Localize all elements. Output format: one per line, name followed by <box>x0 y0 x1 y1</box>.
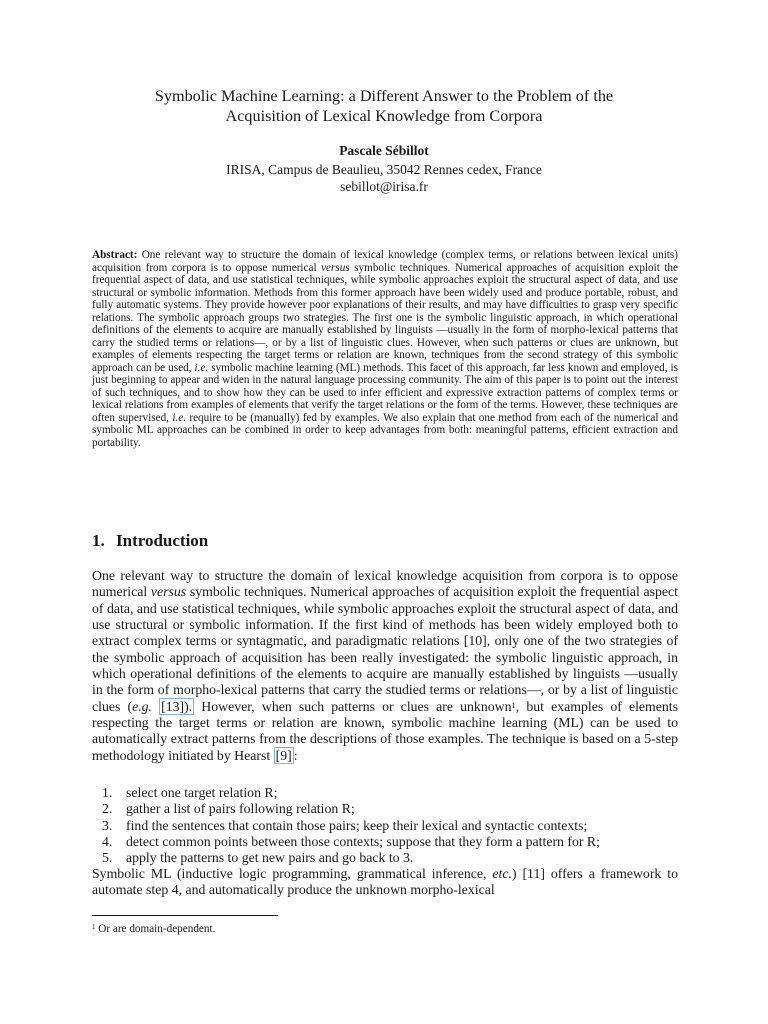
list-number: 2. <box>102 801 113 817</box>
abstract-emphasis: i.e. <box>172 411 186 424</box>
footnote-divider <box>92 915 278 916</box>
list-item <box>102 801 678 817</box>
body-text: Symbolic ML (inductive logic programming, grammatical inference, <box>92 866 493 881</box>
footnote <box>92 922 215 936</box>
methodology-steps <box>102 785 678 867</box>
list-text: detect common points between those contexts; suppose that they form a pattern for R; <box>126 834 600 850</box>
abstract-text: One relevant way to structure the domain of lexical knowledge (complex terms, or relations between lexical units) acquisition from corpora is to oppose numerical <box>92 249 678 274</box>
body-text: symbolic techniques. Numerical approaches of acquisition exploit the frequential aspect of data, and use statistical techniques, while symbolic approaches exploit the structural aspect of data, and use structural or symbolic information. If the first kind of methods has been widely employed both to extract complex terms or syntagmatic, and paradigmatic relations [10], only one of the two strategies of the symbolic approach of acquisition has been really investigated: the symbolic linguistic approach, in which operational definitions of the elements to acquire are manually established by linguists —usually in the form of morpho-lexical patterns that carry the studied terms or relations—, or by a list of linguistic clues ( <box>92 584 678 714</box>
abstract <box>92 249 678 449</box>
abstract-text: symbolic machine learning (ML) methods. This facet of this approach, far less known and employed, is just beginning to appear and widen in the natural language processing community. The aim of this paper is to point out the interest of such techniques, and to show how they can be used to infer efficient and expressive extraction patterns of complex terms or lexical relations from examples of elements that verify the target relations or the form of the terms. However, these techniques are often supervised, <box>92 361 678 424</box>
abstract-label: Abstract: <box>92 249 138 261</box>
footnote-marker[interactable]: 1 <box>511 699 516 710</box>
list-item <box>102 850 678 866</box>
abstract-text: symbolic techniques. Numerical approaches of acquisition exploit the frequential aspect of data, and use statistical techniques, while symbolic approaches exploit the structural aspect of data, and use structural or symbolic information. Methods from this former approach have been widely used and produce portable, robust, and fully automatic systems. They provide however poor explanations of their results, and may have difficulties to grasp very specific relations. The symbolic approach groups two strategies. The first one is the symbolic linguistic approach, in which operational definitions of the elements to acquire are manually established by linguists —usually in the form of morpho-lexical patterns that carry the studied terms or relations—, or by a list of linguistic clues. However, when such patterns or clues are unknown, but examples of elements respecting the target terms or relation are known, techniques from the second strategy of this symbolic approach can be used, <box>92 261 678 374</box>
body-emphasis: versus <box>150 584 187 600</box>
list-number: 4. <box>102 834 113 850</box>
list-item <box>102 818 678 834</box>
list-text: find the sentences that contain those pairs; keep their lexical and syntactic contexts; <box>126 817 588 833</box>
list-text: gather a list of pairs following relation R; <box>126 801 355 817</box>
author-email: sebillot@irisa.fr <box>340 179 428 194</box>
list-number: 1. <box>102 785 113 800</box>
abstract-text: require to be (manually) fed by examples. We also explain that one method from each of the numerical and symbolic ML approaches can be combined in order to keep advantages from both: meaningful patterns, efficient extraction and portability. <box>92 411 678 449</box>
intro-paragraph-2 <box>92 866 678 899</box>
footnote-text: Or are domain-dependent. <box>95 923 216 935</box>
body-text: ) [11] offers a framework to automate step 4, and automatically produce the unknown morpho-lexical <box>92 866 678 898</box>
citation-link-13[interactable]: [13]). <box>161 698 193 714</box>
author-affiliation-block <box>92 161 676 195</box>
paper-title <box>92 86 676 126</box>
title-line-2: Acquisition of Lexical Knowledge from Corpora <box>225 107 543 125</box>
list-number: 3. <box>102 817 113 833</box>
body-emphasis: etc. <box>492 866 512 881</box>
intro-paragraph <box>92 568 678 764</box>
list-item <box>102 834 678 850</box>
section-heading <box>92 531 208 551</box>
body-emphasis: e.g. <box>132 698 152 714</box>
section-title: Introduction <box>116 531 209 550</box>
abstract-emphasis: versus <box>321 261 350 274</box>
body-text: However, when such patterns or clues are unknown <box>194 698 512 714</box>
body-text: , but examples of elements respecting the target terms or relation are known, symbolic machine learning (ML) can be used to automatically extract patterns from the descriptions of those examples. The technique is based on a 5-step methodology initiated by Hearst <box>92 698 678 763</box>
citation-link-9[interactable]: [9] <box>275 747 292 763</box>
list-item <box>102 785 678 801</box>
abstract-emphasis: i.e. <box>194 361 209 374</box>
footnote-mark: 1 <box>92 923 96 931</box>
affiliation: IRISA, Campus de Beaulieu, 35042 Rennes cedex, France <box>226 162 542 177</box>
body-text: : <box>293 747 298 763</box>
author-name: Pascale Sébillot <box>339 143 429 158</box>
list-number: 5. <box>102 850 113 866</box>
body-text: One relevant way to structure the domain of lexical knowledge acquisition from corpora is to oppose numerical <box>92 568 678 600</box>
section-number: 1. <box>92 531 105 550</box>
title-line-1: Symbolic Machine Learning: a Different Answer to the Problem of the <box>154 87 614 105</box>
list-text: select one target relation R; <box>126 785 278 800</box>
list-text: apply the patterns to get new pairs and go back to 3. <box>126 850 414 866</box>
